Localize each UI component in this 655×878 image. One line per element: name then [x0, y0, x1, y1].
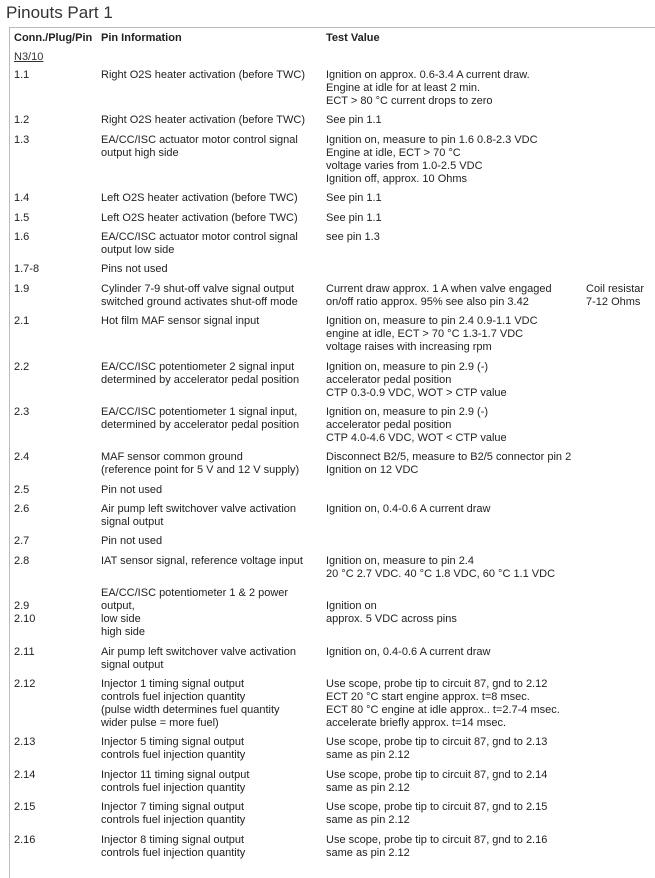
cell-line: ECT > 80 °C current drops to zero [326, 95, 493, 107]
table-row [0, 769, 655, 801]
cell-test [326, 315, 538, 354]
cell-line: on/off ratio approx. 95% see also pin 3.42 [326, 295, 529, 308]
cell-info [101, 69, 305, 82]
table-row [0, 503, 655, 535]
cell-info [101, 555, 303, 568]
cell-line: Use scope, probe tip to circuit 87, gnd to 2.13 [326, 736, 548, 749]
cell-line: 2.16 [14, 833, 36, 846]
cell-line: Hot film MAF sensor signal input [101, 315, 260, 328]
cell-line: 1.5 [14, 211, 30, 224]
header-test: Test Value [326, 32, 380, 44]
cell-info [101, 263, 168, 276]
cell-info [101, 678, 280, 730]
cell-line: Current draw approx. 1 A when valve engaged [326, 282, 552, 295]
cell-line: accelerator pedal position [326, 373, 452, 386]
cell-line: controls fuel injection quantity [101, 691, 246, 704]
cell-pin [14, 484, 29, 497]
cell-line: same as pin 2.12 [326, 749, 410, 762]
cell-line: output high side [101, 146, 179, 159]
cell-line: Use scope, probe tip to circuit 87, gnd to 2.16 [326, 833, 548, 846]
cell-pin [14, 801, 35, 814]
cell-test [326, 114, 382, 127]
table-row [0, 834, 655, 866]
cell-line: see pin 1.3 [326, 230, 380, 243]
cell-info [101, 769, 249, 795]
cell-test [326, 69, 530, 108]
cell-pin [14, 263, 39, 276]
cell-info [101, 484, 162, 497]
table-row [0, 315, 655, 360]
cell-pin [14, 134, 29, 147]
cell-line: high side [101, 626, 146, 639]
cell-line: ECT 20 °C start engine approx. t=8 msec. [326, 691, 530, 704]
cell-info [101, 283, 298, 309]
cell-info [101, 736, 245, 762]
cell-line: ECT 80 °C engine at idle approx.. t=2.7-4 msec. [326, 704, 560, 717]
cell-line: 2.4 [14, 451, 30, 464]
cell-line: Injector 7 timing signal output [101, 801, 245, 814]
cell-test [326, 212, 382, 225]
cell-pin [14, 192, 29, 205]
cell-test [326, 587, 457, 626]
cell-line: EA/CC/ISC actuator motor control signal [101, 133, 298, 146]
cell-pin [14, 834, 35, 847]
cell-info [101, 315, 259, 328]
cell-line: 2.7 [14, 535, 30, 548]
cell-pin [14, 678, 35, 691]
cell-pin [14, 555, 29, 568]
cell-line: See pin 1.1 [326, 211, 382, 224]
cell-pin [14, 451, 29, 464]
table-row [0, 69, 655, 114]
cell-line: EA/CC/ISC potentiometer 2 signal input [101, 360, 295, 373]
cell-line: Use scope, probe tip to circuit 87, gnd to 2.15 [326, 801, 548, 814]
cell-test [326, 406, 507, 445]
cell-line: 2.5 [14, 483, 30, 496]
cell-info [101, 801, 245, 827]
cell-test [326, 555, 555, 581]
cell-line: Ignition on, measure to pin 2.4 [326, 554, 474, 567]
table-row [0, 231, 655, 263]
cell-info [101, 192, 298, 205]
cell-line: signal output [101, 516, 164, 529]
cell-line: Cylinder 7-9 shut-off valve signal output [101, 282, 295, 295]
cell-line: controls fuel injection quantity [101, 846, 246, 859]
cell-line: accelerator pedal position [326, 418, 452, 431]
cell-line: signal output [101, 658, 164, 671]
cell-line: Ignition on, measure to pin 1.6 0.8-2.3 VDC [326, 133, 538, 146]
connector-section-link[interactable]: N3/10 [14, 51, 44, 63]
cell-line: Ignition on, 0.4-0.6 A current draw [326, 645, 491, 658]
cell-pin [14, 769, 35, 782]
cell-line: Ignition off, approx. 10 Ohms [326, 172, 468, 185]
cell-line: Engine at idle for at least 2 min. [326, 82, 481, 94]
cell-line: 2.8 [14, 554, 30, 567]
cell-info [101, 451, 299, 477]
cell-line: Air pump left switchover valve activation [101, 503, 297, 516]
cell-info [101, 503, 296, 529]
table-row [0, 192, 655, 211]
cell-pin [14, 114, 29, 127]
cell-pin [14, 231, 29, 244]
cell-line [14, 587, 35, 600]
cell-line: controls fuel injection quantity [101, 814, 246, 827]
cell-line: approx. 5 VDC across pins [326, 613, 457, 626]
cell-line: Pins not used [101, 263, 168, 276]
cell-info [101, 361, 299, 387]
header-info: Pin Information [101, 32, 182, 44]
table-row [0, 212, 655, 231]
cell-test [326, 769, 547, 795]
cell-line: Right O2S heater activation (before TWC) [101, 114, 305, 127]
cell-line: 1.7-8 [14, 263, 40, 276]
cell-test [326, 134, 538, 186]
cell-line: controls fuel injection quantity [101, 749, 246, 762]
cell-pin [14, 535, 29, 548]
cell-line: Left O2S heater activation (before TWC) [101, 192, 298, 205]
cell-line: voltage varies from 1.0-2.5 VDC [326, 159, 483, 172]
cell-pin [14, 646, 35, 659]
cell-line: 2.2 [14, 360, 30, 373]
table-row [0, 535, 655, 554]
cell-info [101, 212, 298, 225]
cell-line: Ignition on 12 VDC [326, 464, 419, 477]
cell-info [101, 646, 296, 672]
page-title: Pinouts Part 1 [6, 3, 113, 22]
cell-info [101, 231, 298, 257]
cell-line: 2.9 [14, 600, 30, 613]
cell-line: Right O2S heater activation (before TWC) [101, 69, 305, 81]
cell-line: 2.10 [14, 613, 36, 626]
table-row [0, 361, 655, 406]
cell-line: See pin 1.1 [326, 114, 382, 127]
cell-line: Injector 5 timing signal output [101, 736, 245, 749]
cell-line: controls fuel injection quantity [101, 781, 246, 794]
pinout-table-body [0, 69, 655, 866]
cell-line: Pin not used [101, 535, 163, 548]
table-row [0, 283, 655, 315]
cell-test [326, 736, 547, 762]
cell-line: Use scope, probe tip to circuit 87, gnd to 2.14 [326, 768, 548, 781]
cell-test [326, 678, 560, 730]
cell-line: Pin not used [101, 483, 163, 496]
cell-line: 2.1 [14, 315, 30, 328]
cell-line: 7-12 Ohms [586, 295, 641, 308]
table-row [0, 587, 655, 645]
cell-line: 20 °C 2.7 VDC. 40 °C 1.8 VDC, 60 °C 1.1 VDC [326, 567, 556, 580]
table-row [0, 646, 655, 678]
cell-test [326, 283, 552, 309]
cell-test [326, 192, 382, 205]
table-row [0, 263, 655, 282]
cell-info [101, 406, 299, 432]
cell-line: Ignition on, measure to pin 2.9 (-) [326, 405, 489, 418]
cell-info [101, 114, 305, 127]
cell-line: (reference point for 5 V and 12 V supply) [101, 464, 300, 477]
cell-line: Ignition on, 0.4-0.6 A current draw [326, 503, 491, 516]
table-row [0, 451, 655, 483]
cell-test [326, 231, 380, 244]
cell-line: 2.14 [14, 768, 36, 781]
cell-line: 1.6 [14, 230, 30, 243]
cell-pin [14, 69, 29, 82]
cell-line: 1.2 [14, 114, 30, 127]
cell-line: Injector 11 timing signal output [101, 768, 250, 781]
cell-test [326, 646, 491, 659]
cell-line: Ignition on, measure to pin 2.9 (-) [326, 360, 489, 373]
cell-line: (pulse width determines fuel quantity [101, 704, 280, 717]
cell-line: CTP 0.3-0.9 VDC, WOT > CTP value [326, 386, 507, 399]
cell-line: same as pin 2.12 [326, 781, 410, 794]
cell-line: Left O2S heater activation (before TWC) [101, 211, 298, 224]
cell-line: 2.12 [14, 678, 36, 691]
cell-line: wider pulse = more fuel) [101, 717, 219, 730]
cell-info [101, 587, 288, 639]
cell-pin [14, 283, 29, 296]
cell-extra [586, 283, 644, 309]
cell-line: See pin 1.1 [326, 192, 382, 205]
cell-line: 1.9 [14, 282, 30, 295]
cell-test [326, 834, 547, 860]
cell-line: 1.4 [14, 192, 30, 205]
cell-line: output low side [101, 243, 175, 256]
cell-line: IAT sensor signal, reference voltage input [101, 554, 303, 567]
cell-line: MAF sensor common ground [101, 451, 243, 464]
cell-line: determined by accelerator pedal position [101, 373, 300, 386]
cell-line: Coil resistar [586, 282, 645, 295]
cell-test [326, 451, 571, 477]
cell-line: EA/CC/ISC actuator motor control signal [101, 230, 298, 243]
header-pin: Conn./Plug/Pin [14, 32, 93, 44]
cell-pin [14, 212, 29, 225]
cell-info [101, 134, 298, 160]
cell-line: 2.11 [14, 645, 35, 658]
cell-test [326, 801, 547, 827]
cell-line: switched ground activates shut-off mode [101, 295, 298, 308]
cell-line: CTP 4.0-4.6 VDC, WOT < CTP value [326, 431, 507, 444]
cell-line: EA/CC/ISC potentiometer 1 signal input, [101, 405, 298, 418]
cell-line: accelerate briefly approx. t=14 msec. [326, 717, 507, 730]
cell-line: 2.15 [14, 801, 36, 814]
cell-line: Use scope, probe tip to circuit 87, gnd to 2.12 [326, 678, 548, 691]
cell-line: Injector 1 timing signal output [101, 678, 245, 691]
cell-line: 2.6 [14, 503, 30, 516]
cell-pin [14, 315, 29, 328]
table-row [0, 484, 655, 503]
cell-pin [14, 406, 29, 419]
cell-line: 2.13 [14, 736, 36, 749]
cell-line: determined by accelerator pedal position [101, 418, 300, 431]
cell-pin [14, 503, 29, 516]
cell-line: Air pump left switchover valve activation [101, 645, 297, 658]
cell-line: low side [101, 613, 141, 626]
cell-line: Disconnect B2/5, measure to B2/5 connector pin 2 [326, 451, 572, 464]
cell-info [101, 834, 245, 860]
cell-pin [14, 736, 35, 749]
cell-line: 2.3 [14, 405, 30, 418]
cell-line: engine at idle, ECT > 70 °C 1.3-1.7 VDC [326, 328, 524, 341]
cell-line: 1.1 [14, 69, 30, 81]
cell-test [326, 361, 507, 400]
cell-line: Ignition on, measure to pin 2.4 0.9-1.1 VDC [326, 315, 538, 328]
cell-pin [14, 361, 29, 374]
table-row [0, 801, 655, 833]
cell-line: 1.3 [14, 133, 30, 146]
table-row [0, 678, 655, 736]
cell-line: same as pin 2.12 [326, 814, 410, 827]
table-row [0, 555, 655, 587]
cell-test [326, 503, 491, 516]
table-row [0, 134, 655, 192]
table-row [0, 736, 655, 768]
cell-info [101, 535, 162, 548]
table-row [0, 406, 655, 451]
cell-line: Ignition on [326, 600, 377, 613]
cell-line: EA/CC/ISC potentiometer 1 & 2 power [101, 587, 289, 600]
cell-pin [14, 587, 35, 626]
cell-line: Injector 8 timing signal output [101, 833, 245, 846]
cell-line: voltage raises with increasing rpm [326, 341, 492, 354]
cell-line [326, 587, 457, 600]
cell-line: output, [101, 600, 135, 613]
cell-line: same as pin 2.12 [326, 846, 410, 859]
table-row [0, 114, 655, 133]
cell-line: Engine at idle, ECT > 70 °C [326, 146, 461, 159]
cell-line: Ignition on approx. 0.6-3.4 A current draw. [326, 69, 530, 81]
